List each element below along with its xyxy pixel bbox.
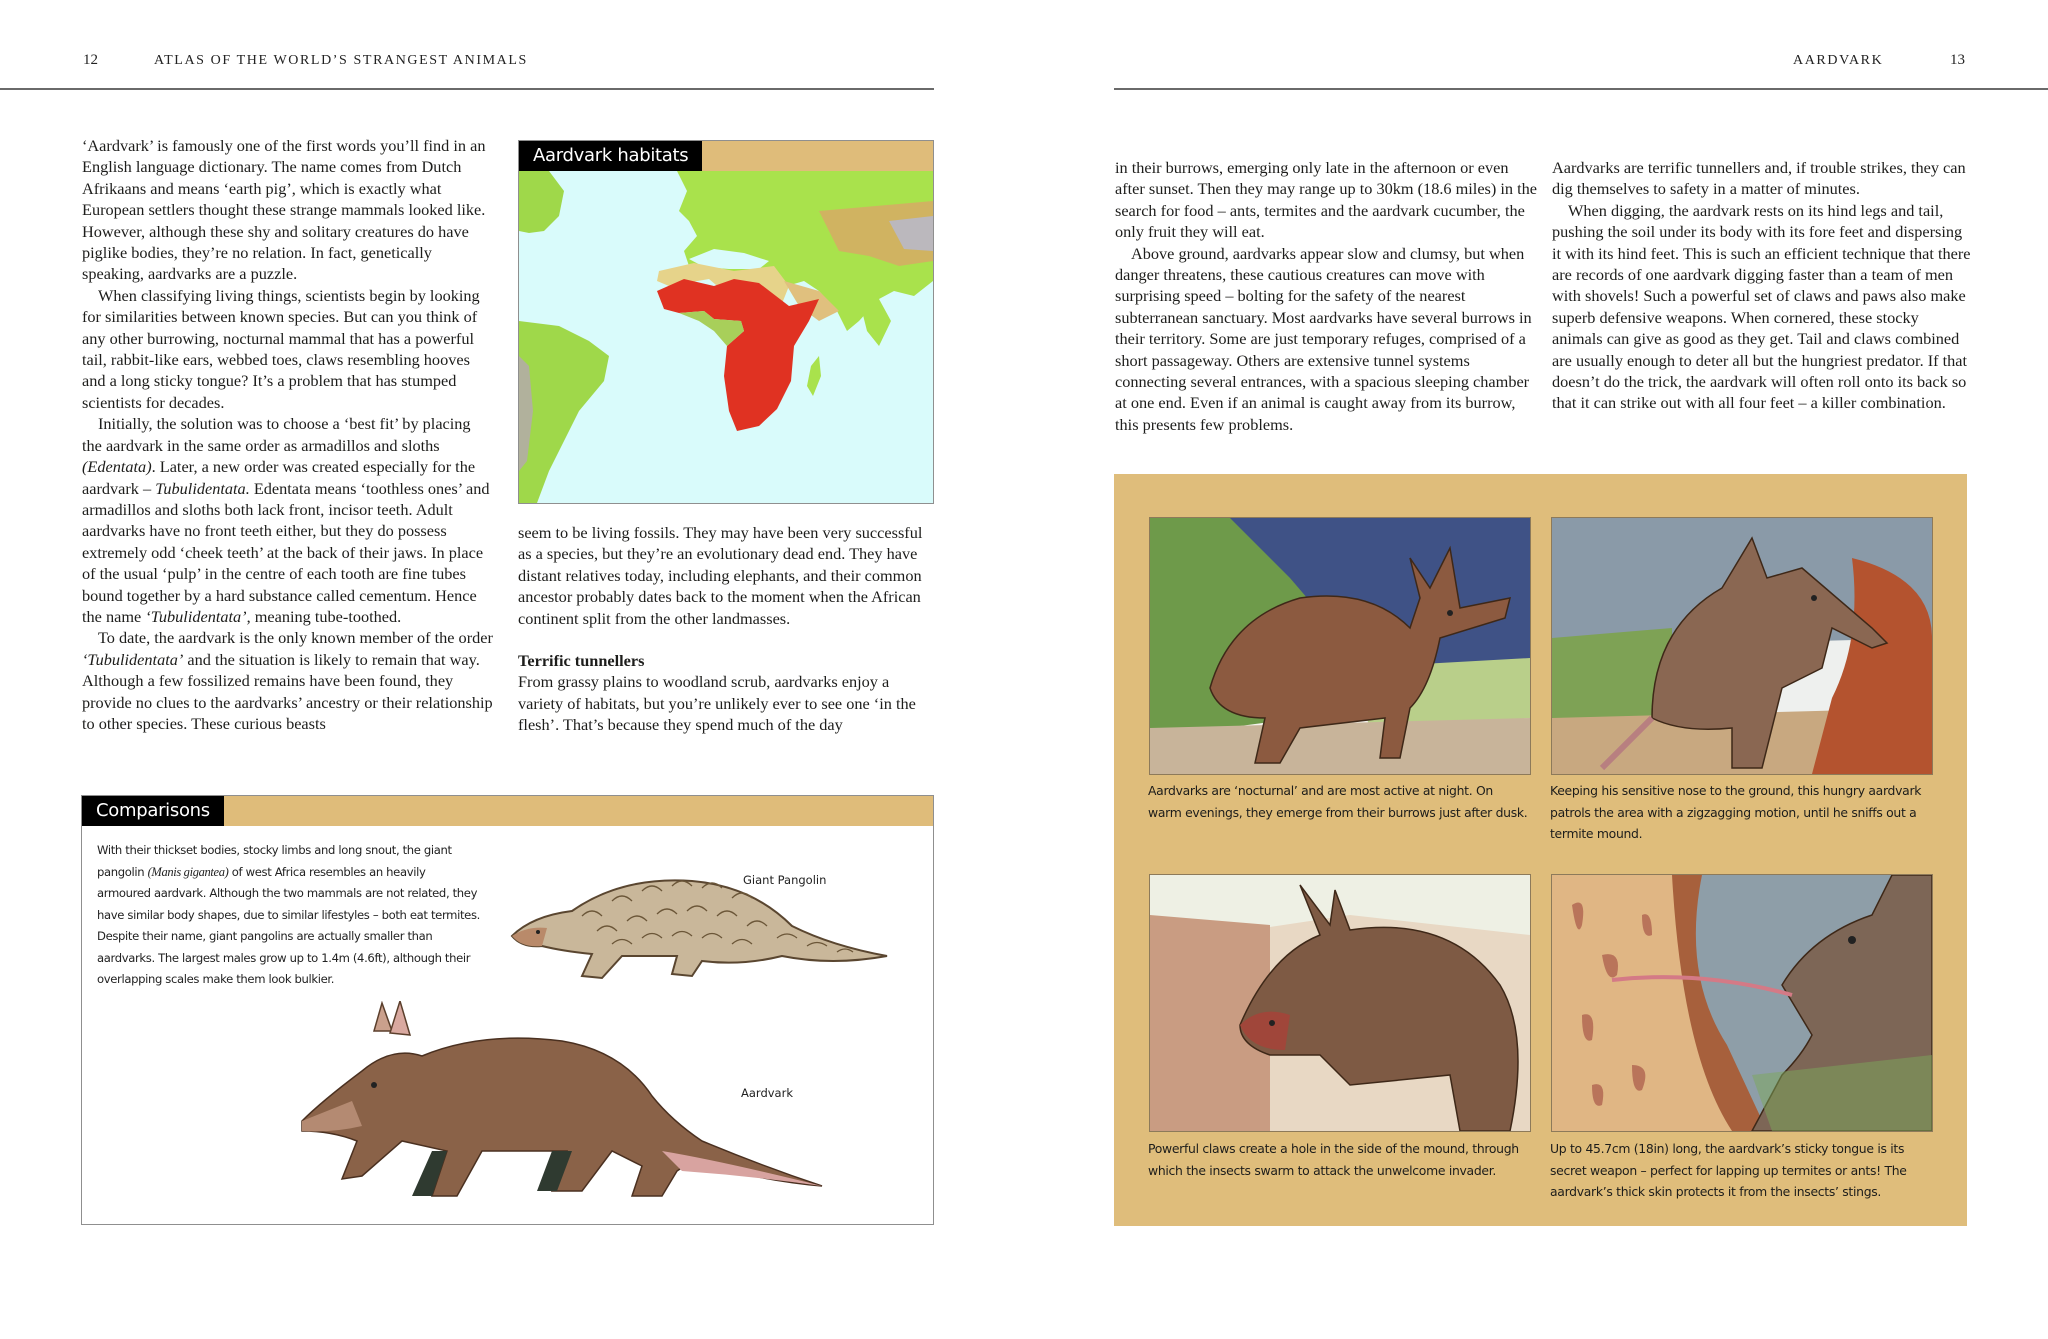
giant-pangolin-illustration: [502, 856, 892, 986]
aardvark-night-scene: [1150, 518, 1530, 774]
comparisons-text: With their thickset bodies, stocky limbs and long snout, the giant pangolin (Manis gigantea) of west Africa resembles an heavily armoured aardvark. Although the two mammals are not related, they have similar body shapes, due to similar lifestyles – both eat termites. Despite their name, giant pangolins are actually smaller than aardvarks. The largest males grow up to 1.4m (4.6ft), although their overlapping scales make them look bulkier.: [97, 843, 480, 986]
paragraph: Aardvarks are terrific tunnellers and, if trouble strikes, they can dig themselves to safety in a matter of minutes.: [1552, 158, 1966, 199]
paragraph: seem to be living fossils. They may have been very successful as a species, but they’re an evolutionary dead end. They have distant relatives today, including elephants, and their common ancestor probably dates back to the moment when the African continent split from the other landmasses.: [518, 523, 923, 628]
aardvark-sniffing-scene: [1552, 518, 1932, 774]
right-body-column-1: [1115, 157, 1540, 435]
aardvark-illustration: [282, 1001, 832, 1211]
comparisons-header: [82, 796, 933, 826]
caption-sniffing: Keeping his sensitive nose to the ground, this hungry aardvark patrols the area with a zigzagging motion, until he sniffs out a termite mound.: [1550, 783, 1922, 842]
paragraph: Above ground, aardvarks appear slow and clumsy, but when danger threatens, these cautious creatures can move with surprising speed – bolting for the safety of the nearest subterranean sanctuary. Most aardvarks have several burrows in their territory. Some are just temporary refuges, comprised of a short passageway. Others are extensive tunnel systems connecting several entrances, with a spacious sleeping chamber at one end. Even if an animal is caught away from its burrow, this presents few problems.: [1115, 243, 1532, 434]
illustration-sniffing: [1551, 517, 1933, 775]
habitat-map-title: Aardvark habitats: [519, 141, 702, 171]
running-head-left: ATLAS OF THE WORLD’S STRANGEST ANIMALS: [154, 53, 528, 68]
subheading-terrific-tunnellers: Terrific tunnellers: [518, 651, 645, 671]
caption-tongue: Up to 45.7cm (18in) long, the aardvark’s sticky tongue is its secret weapon – perfect for lapping up termites or ants! The aardvark’s thick skin protects it from the insects’ stings.: [1550, 1141, 1907, 1200]
paragraph: Initially, the solution was to choose a ‘best fit’ by placing the aardvark in the same order as armadillos and sloths (Edentata). Later, a new order was created especially for the aardvark – Tubulidentata. Edentata means ‘toothless ones’ and armadillos and sloths both lack front, incisor teeth. Adult aardvarks have no front teeth either, but they do possess extremely odd ‘cheek teeth’ at the back of their jaws. In place of the usual ‘pulp’ in the centre of each tooth are fine tubes bound together by a hard substance called cementum. Hence the name ‘Tubulidentata’, meaning tube-toothed.: [82, 414, 490, 626]
header-rule-right: [1114, 88, 2048, 90]
paragraph: When classifying living things, scientists begin by looking for similarities between known species. But can you think of any other burrowing, nocturnal mammal that has a powerful tail, rabbit-like ears, webbed toes, claws resembling hooves and a long sticky tongue? It’s a problem that has stumped scientists for decades.: [82, 285, 480, 412]
left-body-column-2: [518, 522, 934, 736]
paragraph: ‘Aardvark’ is famously one of the first words you’ll find in an English language dictionary. The name comes from Dutch Afrikaans and means ‘earth pig’, which is exactly what European settlers thought these strange mammals looked like. However, although these shy and solitary creatures do have piglike bodies, they’re no relation. In fact, genetically speaking, aardvarks are a puzzle.: [82, 136, 486, 284]
left-body-column-1: [82, 135, 494, 734]
paragraph: When digging, the aardvark rests on its hind legs and tail, pushing the soil under its body with its fore feet and dispersing it with its hind feet. This is such an efficient technique that there are records of one aardvark digging faster than a team of men with shovels! Such a powerful set of claws and paws also make superb defensive weapons. When cornered, these stocky animals can give as good as they get. Tail and claws combined are usually enough to deter all but the hungriest predator. If that doesn’t do the trick, the aardvark will often roll onto its back so that it can strike out with all four feet – a killer combination.: [1552, 200, 1971, 413]
aardvark-tongue-scene: [1552, 875, 1932, 1131]
habitat-map: [519, 171, 933, 503]
habitat-map-header: [519, 141, 933, 171]
paragraph: in their burrows, emerging only late in the afternoon or even after sunset. Then they may range up to 30km (18.6 miles) in the search for food – ants, termites and the aardvark cucumber, the only fruit they will eat.: [1115, 158, 1538, 242]
header-rule-left: [0, 88, 934, 90]
comparisons-title: Comparisons: [82, 796, 224, 826]
illustration-tongue: [1551, 874, 1933, 1132]
caption-digging: Powerful claws create a hole in the side of the mound, through which the insects swarm to attack the unwelcome invader.: [1148, 1141, 1519, 1178]
illustration-panel: [1114, 474, 1967, 1226]
right-body-column-2: [1552, 157, 1972, 414]
comparisons-box: [81, 795, 934, 1225]
label-giant-pangolin: Giant Pangolin: [743, 873, 827, 887]
paragraph: From grassy plains to woodland scrub, aardvarks enjoy a variety of habitats, but you’re unlikely ever to see one ‘in the flesh’. That’s because they spend much of the day: [518, 672, 916, 735]
aardvark-digging-scene: [1150, 875, 1530, 1131]
paragraph: To date, the aardvark is the only known member of the order ‘Tubulidentata’ and the situation is likely to remain that way. Although a few fossilized remains have been found, they provide no clues to the aardvarks’ ancestry or their relationship to other species. These curious beasts: [82, 628, 493, 733]
illustration-night: [1149, 517, 1531, 775]
caption-night: Aardvarks are ‘nocturnal’ and are most active at night. On warm evenings, they emerge from their burrows just after dusk.: [1148, 783, 1528, 820]
page-number-right: 13: [1950, 52, 1965, 68]
illustration-digging: [1149, 874, 1531, 1132]
habitat-map-box: [518, 140, 934, 504]
label-aardvark: Aardvark: [741, 1086, 793, 1100]
running-head-right: AARDVARK: [1793, 53, 1884, 68]
page-number-left: 12: [83, 52, 98, 68]
